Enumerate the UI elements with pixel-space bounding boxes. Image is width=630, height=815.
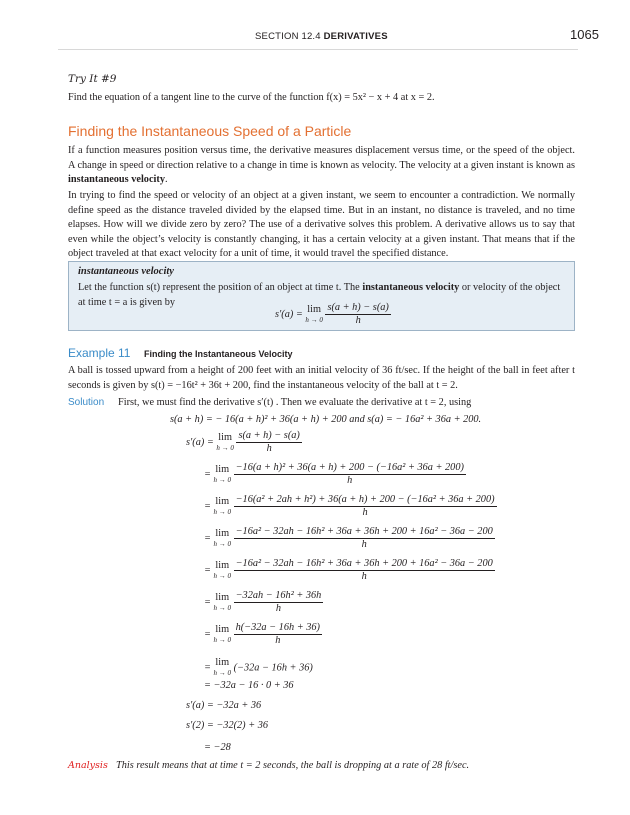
step-fraction <box>236 430 301 455</box>
solution-text: First, we must find the derivative s′(t) . Then we evaluate the derivative at t = 2, using <box>118 397 472 408</box>
derivation-step <box>204 558 495 583</box>
derivation-step <box>204 622 322 647</box>
fraction-numerator: −16a² − 32ah − 16h² + 36a + 36h + 200 + 16a² − 36a − 200 <box>235 526 493 537</box>
try-it-text: Find the equation of a tangent line to the curve of the function f(x) = 5x² − x + 4 at x = 2. <box>68 92 435 103</box>
step-expression: (−32a − 16h + 36) <box>233 662 313 674</box>
fraction-numerator: −16a² − 32ah − 16h² + 36a + 36h + 200 + 16a² − 36a − 200 <box>235 558 493 569</box>
limit-operator <box>214 625 232 645</box>
step-lhs: s′(a) = <box>186 436 214 448</box>
try-it-label: Try It #9 <box>68 73 117 85</box>
lim-text: lim <box>215 623 230 635</box>
lim-sub: h → 0 <box>213 603 232 612</box>
lim-sub: h → 0 <box>213 635 232 644</box>
step-lhs: = <box>204 596 211 608</box>
result-s-prime-a: s′(a) = −32a + 36 <box>186 700 262 711</box>
formula-fraction <box>325 302 390 327</box>
derivation-step-eval: = −32a − 16 · 0 + 36 <box>204 680 294 691</box>
analysis-text: This result means that at time t = 2 seconds, the ball is dropping at a rate of 28 ft/sec. <box>116 760 470 771</box>
step-fraction-cancelled <box>234 558 495 583</box>
equation-s-of-a: s(a + h) = − 16(a + h)² + 36(a + h) + 200 and s(a) = − 16a² + 36a + 200. <box>170 414 482 425</box>
step-fraction <box>234 494 497 519</box>
lim-sub: h → 0 <box>213 539 232 548</box>
lim-text: lim <box>215 559 230 571</box>
section-title: Finding the Instantaneous Speed of a Particle <box>68 123 352 139</box>
derivation-step <box>204 658 313 678</box>
derivation-step <box>204 590 323 615</box>
limit-operator <box>214 593 232 613</box>
step-lhs: = <box>204 468 211 480</box>
lim-sub: h → 0 <box>305 315 323 324</box>
derivation-step <box>186 430 302 455</box>
limit-operator <box>214 561 232 581</box>
definition-text-b: or velocity of the object at time t = a is given by <box>78 282 561 308</box>
analysis-label: Analysis <box>68 760 108 771</box>
lim-text: lim <box>215 495 230 507</box>
fraction-denominator: h <box>361 539 367 550</box>
fraction-numerator: −16(a² + 2ah + h²) + 36(a + h) + 200 − (−16a² + 36a + 200) <box>235 494 495 505</box>
result-s-prime-2: s′(2) = −32(2) + 36 <box>186 720 269 731</box>
fraction-denominator: h <box>355 315 361 326</box>
definition-bold: instantaneous velocity <box>362 282 460 293</box>
bold-term: instantaneous velocity <box>68 174 165 186</box>
step-lhs: = <box>204 532 211 544</box>
fraction-denominator: h <box>347 475 353 486</box>
fraction-numerator: h(−32a − 16h + 36) <box>235 622 320 633</box>
step-fraction <box>234 526 495 551</box>
result-value: = −28 <box>204 742 231 753</box>
lim-sub: h → 0 <box>216 443 234 452</box>
limit-operator <box>216 433 234 453</box>
step-fraction <box>234 590 324 615</box>
section-number: SECTION 12.4 <box>255 31 321 42</box>
paragraph-instantaneous-velocity <box>68 144 575 188</box>
lim-text: lim <box>215 463 230 475</box>
lim-text: lim <box>218 431 232 443</box>
step-fraction <box>234 462 466 487</box>
step-lhs: = <box>204 662 211 674</box>
lim-text: lim <box>215 657 230 668</box>
definition-title: instantaneous velocity <box>78 266 174 277</box>
limit-operator <box>214 497 232 517</box>
paragraph-contradiction: In trying to find the speed or velocity of an object at a given instant, we seem to encounter a contradiction. We normally define speed as the distance traveled divided by the elapsed time. But in an instant, no distance is traveled, and no time elapses. How will we divide zero by zero? The use of a derivative solves this problem. A derivative allows us to say that even while the object’s velocity is constantly changing, it has a certain velocity at a given instant. That means that if the object traveled at that exact velocity for a unit of time, it would travel the specified distance. <box>68 190 575 260</box>
example-label: Example 11 <box>68 346 131 360</box>
formula-lhs: s′(a) = <box>275 308 303 320</box>
fraction-denominator: h <box>275 603 282 614</box>
step-fraction <box>234 622 322 647</box>
example-text: A ball is tossed upward from a height of 200 feet with an initial velocity of 36 ft/sec. If the height of the ball in feet after t seconds is given by s(t) = −16t² + 36t + 200, find the instantaneous velocity of the ball at t = 2. <box>68 365 575 391</box>
lim-text: lim <box>307 303 321 315</box>
lim-sub: h → 0 <box>213 669 232 677</box>
definition-text-a: Let the function s(t) represent the position of an object at time t. The <box>78 282 363 293</box>
derivation-step <box>204 526 495 551</box>
fraction-denominator: h <box>361 571 367 582</box>
derivation <box>186 430 606 760</box>
lim-text: lim <box>215 591 230 603</box>
solution-label: Solution <box>68 397 105 408</box>
derivation-step <box>204 494 497 519</box>
lim-sub: h → 0 <box>213 507 232 516</box>
fraction-denominator: h <box>362 507 368 518</box>
definition-formula <box>275 302 391 327</box>
fraction-numerator: s(a + h) − s(a) <box>327 302 389 313</box>
paragraph-end: . <box>164 174 168 186</box>
step-lhs: = <box>204 564 211 576</box>
limit-operator <box>214 658 232 678</box>
limit-operator <box>214 465 232 485</box>
step-lhs: = <box>204 500 211 512</box>
limit-operator <box>214 529 232 549</box>
fraction-numerator: −32ah − 16h² + 36h <box>235 590 322 601</box>
paragraph-text: If a function measures position versus time, the derivative measures displacement versus time, or the speed of the object. A change in speed or direction relative to a change in time is known as velocity. The velocity at a given instant is known as <box>68 145 575 171</box>
section-name: DERIVATIVES <box>323 31 388 42</box>
fraction-denominator: h <box>275 635 281 646</box>
lim-sub: h → 0 <box>213 571 232 580</box>
fraction-numerator: −16(a + h)² + 36(a + h) + 200 − (−16a² + 36a + 200) <box>235 462 464 473</box>
limit-operator <box>305 305 323 325</box>
derivation-step <box>204 462 466 487</box>
fraction-denominator: h <box>266 443 272 454</box>
header-divider <box>58 49 578 50</box>
lim-text: lim <box>215 527 230 539</box>
page-number: 1065 <box>570 27 599 42</box>
example-title: Finding the Instantaneous Velocity <box>144 349 293 359</box>
step-lhs: = <box>204 628 211 640</box>
fraction-numerator: s(a + h) − s(a) <box>238 430 300 441</box>
section-header <box>255 31 388 42</box>
lim-sub: h → 0 <box>213 475 232 484</box>
